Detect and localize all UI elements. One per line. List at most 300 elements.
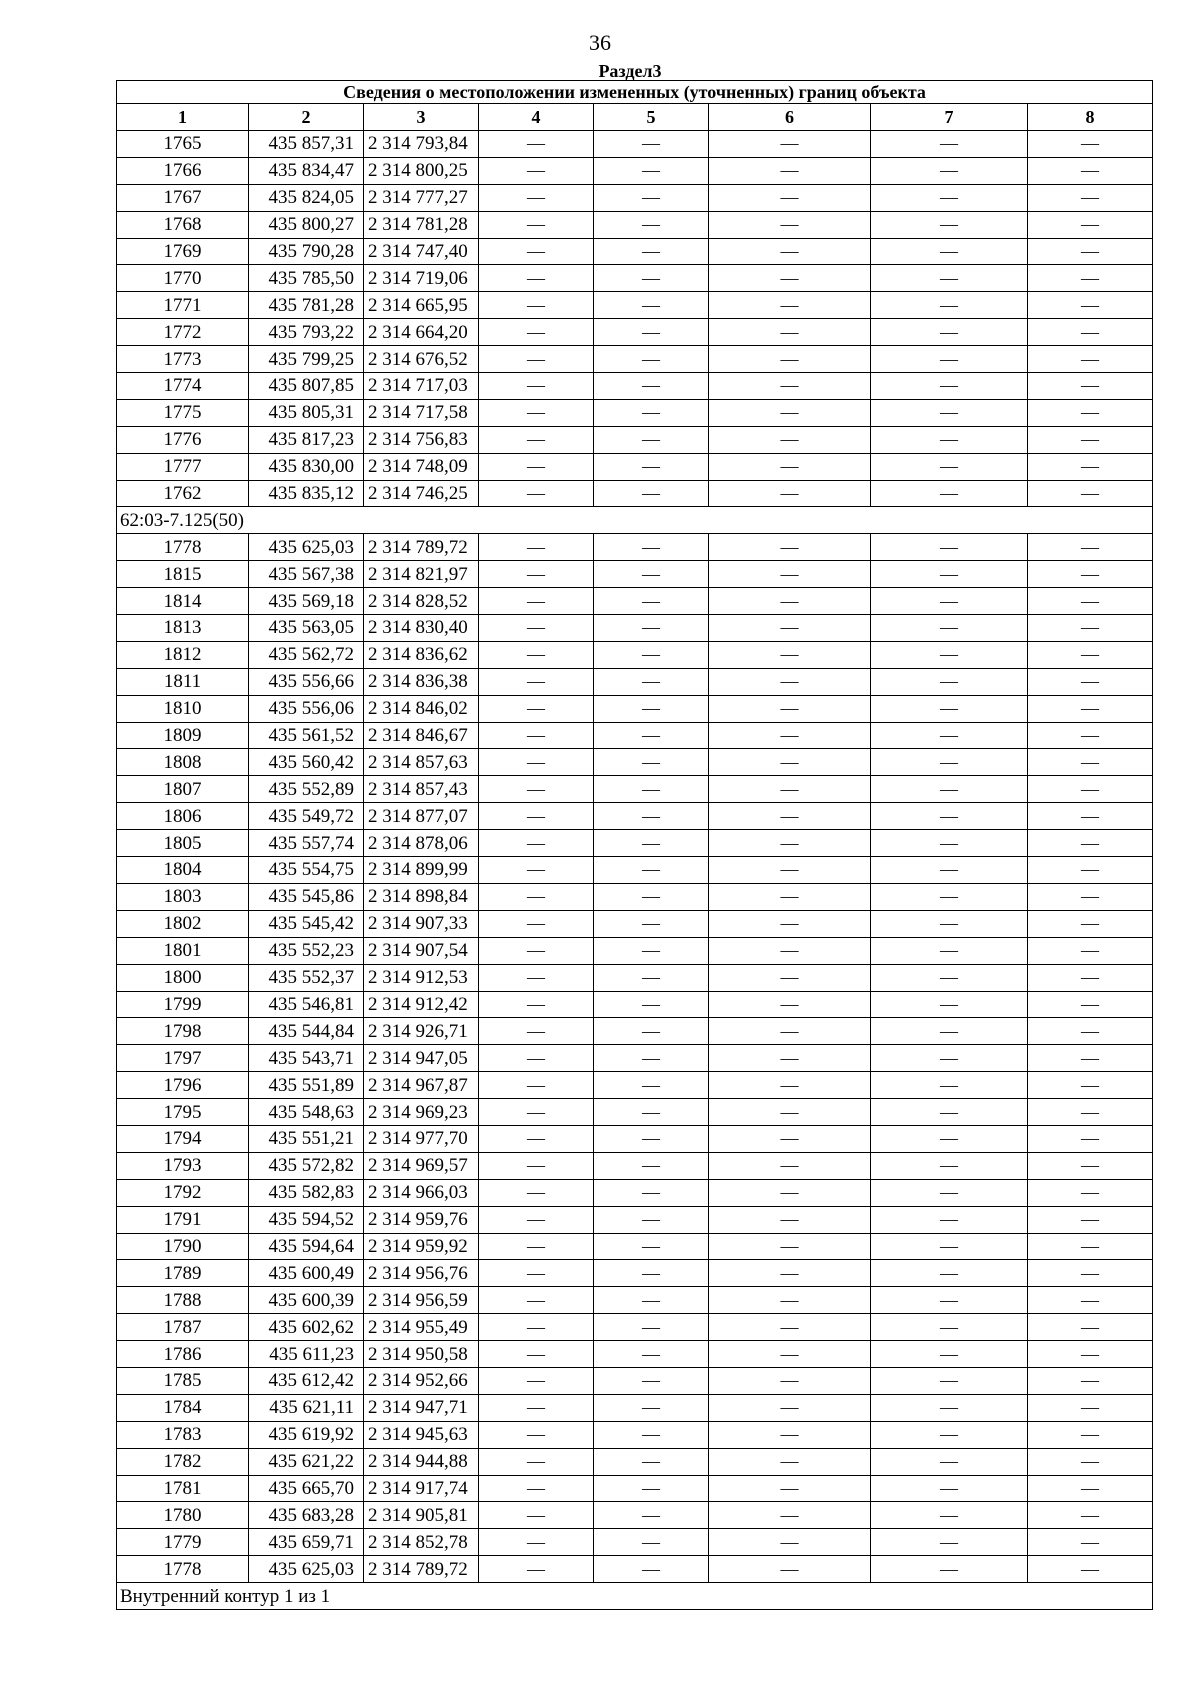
empty-cell: — (594, 1314, 709, 1341)
coord-y: 2 314 748,09 (364, 453, 479, 480)
empty-cell: — (479, 857, 594, 884)
empty-cell: — (709, 1125, 871, 1152)
empty-cell: — (871, 1233, 1028, 1260)
empty-cell: — (871, 238, 1028, 265)
empty-cell: — (709, 1260, 871, 1287)
table-row (117, 910, 1153, 937)
empty-cell: — (871, 937, 1028, 964)
coord-y: 2 314 665,95 (364, 292, 479, 319)
table-row (117, 1556, 1153, 1583)
table-row (117, 1206, 1153, 1233)
empty-cell: — (1028, 399, 1153, 426)
table-row (117, 1260, 1153, 1287)
empty-cell: — (709, 157, 871, 184)
point-number: 1799 (117, 991, 249, 1018)
empty-cell: — (594, 722, 709, 749)
empty-cell: — (594, 1125, 709, 1152)
empty-cell: — (871, 184, 1028, 211)
empty-cell: — (871, 399, 1028, 426)
point-number: 1768 (117, 211, 249, 238)
coord-y: 2 314 950,58 (364, 1341, 479, 1368)
empty-cell: — (871, 346, 1028, 373)
point-number: 1775 (117, 399, 249, 426)
point-number: 1780 (117, 1502, 249, 1529)
empty-cell: — (1028, 480, 1153, 507)
empty-cell: — (1028, 830, 1153, 857)
table-row (117, 131, 1153, 158)
coord-y: 2 314 846,67 (364, 722, 479, 749)
coord-x: 435 543,71 (249, 1045, 364, 1072)
coord-y: 2 314 746,25 (364, 480, 479, 507)
coord-x: 435 857,31 (249, 131, 364, 158)
point-number: 1778 (117, 534, 249, 561)
empty-cell: — (709, 1018, 871, 1045)
point-number: 1778 (117, 1556, 249, 1583)
empty-cell: — (709, 319, 871, 346)
empty-cell: — (709, 184, 871, 211)
point-number: 1796 (117, 1072, 249, 1099)
empty-cell: — (479, 480, 594, 507)
empty-cell: — (709, 1179, 871, 1206)
empty-cell: — (594, 1072, 709, 1099)
empty-cell: — (1028, 588, 1153, 615)
coord-x: 435 552,89 (249, 776, 364, 803)
empty-cell: — (709, 211, 871, 238)
table-row (117, 830, 1153, 857)
empty-cell: — (1028, 1394, 1153, 1421)
empty-cell: — (479, 615, 594, 642)
empty-cell: — (709, 615, 871, 642)
empty-cell: — (479, 1287, 594, 1314)
empty-cell: — (871, 695, 1028, 722)
empty-cell: — (479, 695, 594, 722)
empty-cell: — (594, 937, 709, 964)
empty-cell: — (1028, 991, 1153, 1018)
point-number: 1811 (117, 668, 249, 695)
empty-cell: — (1028, 346, 1153, 373)
coord-x: 435 830,00 (249, 453, 364, 480)
empty-cell: — (594, 1233, 709, 1260)
point-number: 1802 (117, 910, 249, 937)
coord-y: 2 314 747,40 (364, 238, 479, 265)
coord-y: 2 314 800,25 (364, 157, 479, 184)
coord-x: 435 572,82 (249, 1152, 364, 1179)
table-row (117, 346, 1153, 373)
table-row (117, 668, 1153, 695)
empty-cell: — (709, 910, 871, 937)
table-row (117, 1018, 1153, 1045)
coord-x: 435 790,28 (249, 238, 364, 265)
empty-cell: — (594, 426, 709, 453)
coord-x: 435 594,64 (249, 1233, 364, 1260)
empty-cell: — (1028, 1475, 1153, 1502)
empty-cell: — (709, 534, 871, 561)
empty-cell: — (1028, 1099, 1153, 1126)
empty-cell: — (1028, 534, 1153, 561)
coord-x: 435 611,23 (249, 1341, 364, 1368)
table-row (117, 803, 1153, 830)
empty-cell: — (479, 1260, 594, 1287)
table-row (117, 157, 1153, 184)
coord-y: 2 314 956,59 (364, 1287, 479, 1314)
column-header: 8 (1028, 104, 1153, 131)
empty-cell: — (1028, 1556, 1153, 1583)
empty-cell: — (594, 1394, 709, 1421)
point-number: 1793 (117, 1152, 249, 1179)
empty-cell: — (871, 373, 1028, 400)
coord-y: 2 314 944,88 (364, 1448, 479, 1475)
coord-x: 435 785,50 (249, 265, 364, 292)
coord-y: 2 314 926,71 (364, 1018, 479, 1045)
empty-cell: — (1028, 157, 1153, 184)
empty-cell: — (709, 830, 871, 857)
point-number: 1804 (117, 857, 249, 884)
coord-x: 435 625,03 (249, 1556, 364, 1583)
empty-cell: — (871, 1152, 1028, 1179)
empty-cell: — (479, 749, 594, 776)
coord-y: 2 314 756,83 (364, 426, 479, 453)
coord-y: 2 314 878,06 (364, 830, 479, 857)
empty-cell: — (1028, 1179, 1153, 1206)
table-body (117, 131, 1153, 1583)
empty-cell: — (709, 561, 871, 588)
table-row (117, 1287, 1153, 1314)
empty-cell: — (594, 615, 709, 642)
coord-x: 435 556,66 (249, 668, 364, 695)
table-row (117, 883, 1153, 910)
empty-cell: — (1028, 426, 1153, 453)
point-number: 1806 (117, 803, 249, 830)
empty-cell: — (594, 803, 709, 830)
empty-cell: — (479, 131, 594, 158)
column-header: 4 (479, 104, 594, 131)
coord-x: 435 546,81 (249, 991, 364, 1018)
empty-cell: — (871, 426, 1028, 453)
empty-cell: — (871, 1529, 1028, 1556)
empty-cell: — (709, 1233, 871, 1260)
empty-cell: — (1028, 211, 1153, 238)
empty-cell: — (709, 776, 871, 803)
point-number: 1782 (117, 1448, 249, 1475)
table-row (117, 615, 1153, 642)
empty-cell: — (479, 1367, 594, 1394)
empty-cell: — (871, 1556, 1028, 1583)
coord-x: 435 602,62 (249, 1314, 364, 1341)
empty-cell: — (479, 1475, 594, 1502)
empty-cell: — (709, 1556, 871, 1583)
empty-cell: — (479, 426, 594, 453)
empty-cell: — (594, 991, 709, 1018)
coord-x: 435 600,49 (249, 1260, 364, 1287)
coord-x: 435 824,05 (249, 184, 364, 211)
coord-y: 2 314 719,06 (364, 265, 479, 292)
coord-x: 435 569,18 (249, 588, 364, 615)
empty-cell: — (594, 1341, 709, 1368)
empty-cell: — (709, 1421, 871, 1448)
coord-y: 2 314 907,54 (364, 937, 479, 964)
point-number: 1766 (117, 157, 249, 184)
empty-cell: — (594, 1529, 709, 1556)
coord-y: 2 314 977,70 (364, 1125, 479, 1152)
empty-cell: — (871, 1125, 1028, 1152)
empty-cell: — (479, 265, 594, 292)
point-number: 1786 (117, 1341, 249, 1368)
empty-cell: — (871, 883, 1028, 910)
table-caption: Сведения о местоположении измененных (уточненных) границ объекта (117, 81, 1153, 104)
coord-y: 2 314 789,72 (364, 534, 479, 561)
coord-y: 2 314 789,72 (364, 1556, 479, 1583)
empty-cell: — (479, 830, 594, 857)
empty-cell: — (871, 1475, 1028, 1502)
coord-y: 2 314 846,02 (364, 695, 479, 722)
empty-cell: — (479, 722, 594, 749)
table-row (117, 1233, 1153, 1260)
group-row (117, 507, 1153, 534)
point-number: 1790 (117, 1233, 249, 1260)
empty-cell: — (709, 668, 871, 695)
coord-x: 435 683,28 (249, 1502, 364, 1529)
coord-y: 2 314 857,43 (364, 776, 479, 803)
empty-cell: — (871, 1421, 1028, 1448)
coord-x: 435 793,22 (249, 319, 364, 346)
empty-cell: — (871, 803, 1028, 830)
empty-cell: — (479, 964, 594, 991)
empty-cell: — (871, 1341, 1028, 1368)
coord-x: 435 548,63 (249, 1099, 364, 1126)
coord-x: 435 600,39 (249, 1287, 364, 1314)
table-row (117, 1314, 1153, 1341)
table-row (117, 749, 1153, 776)
coord-x: 435 551,89 (249, 1072, 364, 1099)
coord-y: 2 314 836,38 (364, 668, 479, 695)
empty-cell: — (709, 1152, 871, 1179)
point-number: 1807 (117, 776, 249, 803)
empty-cell: — (709, 346, 871, 373)
empty-cell: — (479, 776, 594, 803)
empty-cell: — (479, 1341, 594, 1368)
table-row (117, 588, 1153, 615)
coord-y: 2 314 781,28 (364, 211, 479, 238)
empty-cell: — (594, 1018, 709, 1045)
empty-cell: — (709, 803, 871, 830)
point-number: 1784 (117, 1394, 249, 1421)
table-row (117, 857, 1153, 884)
point-number: 1797 (117, 1045, 249, 1072)
empty-cell: — (594, 561, 709, 588)
coord-x: 435 545,42 (249, 910, 364, 937)
table-row (117, 1529, 1153, 1556)
empty-cell: — (479, 803, 594, 830)
empty-cell: — (871, 749, 1028, 776)
coord-x: 435 567,38 (249, 561, 364, 588)
point-number: 1783 (117, 1421, 249, 1448)
empty-cell: — (594, 668, 709, 695)
coord-x: 435 557,74 (249, 830, 364, 857)
empty-cell: — (709, 1314, 871, 1341)
coord-y: 2 314 777,27 (364, 184, 479, 211)
coord-x: 435 554,75 (249, 857, 364, 884)
empty-cell: — (871, 1367, 1028, 1394)
point-number: 1792 (117, 1179, 249, 1206)
coord-x: 435 552,37 (249, 964, 364, 991)
point-number: 1788 (117, 1287, 249, 1314)
coord-y: 2 314 956,76 (364, 1260, 479, 1287)
empty-cell: — (479, 1394, 594, 1421)
coord-x: 435 582,83 (249, 1179, 364, 1206)
empty-cell: — (479, 1314, 594, 1341)
point-number: 1765 (117, 131, 249, 158)
table-row (117, 695, 1153, 722)
empty-cell: — (594, 184, 709, 211)
empty-cell: — (594, 1287, 709, 1314)
empty-cell: — (594, 1448, 709, 1475)
empty-cell: — (871, 157, 1028, 184)
empty-cell: — (871, 292, 1028, 319)
empty-cell: — (1028, 1206, 1153, 1233)
coord-x: 435 799,25 (249, 346, 364, 373)
empty-cell: — (1028, 722, 1153, 749)
coord-y: 2 314 717,58 (364, 399, 479, 426)
empty-cell: — (594, 1260, 709, 1287)
coord-y: 2 314 959,76 (364, 1206, 479, 1233)
empty-cell: — (1028, 1072, 1153, 1099)
empty-cell: — (871, 1394, 1028, 1421)
point-number: 1767 (117, 184, 249, 211)
table-row (117, 534, 1153, 561)
empty-cell: — (479, 1233, 594, 1260)
empty-cell: — (871, 991, 1028, 1018)
empty-cell: — (479, 346, 594, 373)
empty-cell: — (479, 319, 594, 346)
coord-x: 435 659,71 (249, 1529, 364, 1556)
coord-y: 2 314 966,03 (364, 1179, 479, 1206)
empty-cell: — (709, 373, 871, 400)
empty-cell: — (709, 722, 871, 749)
point-number: 1803 (117, 883, 249, 910)
coord-x: 435 834,47 (249, 157, 364, 184)
empty-cell: — (594, 776, 709, 803)
empty-cell: — (709, 1099, 871, 1126)
table-row (117, 319, 1153, 346)
empty-cell: — (709, 1529, 871, 1556)
empty-cell: — (1028, 1367, 1153, 1394)
empty-cell: — (594, 588, 709, 615)
table-row (117, 1045, 1153, 1072)
coordinates-table (116, 80, 1153, 1610)
point-number: 1771 (117, 292, 249, 319)
coord-y: 2 314 969,57 (364, 1152, 479, 1179)
point-number: 1809 (117, 722, 249, 749)
empty-cell: — (709, 1341, 871, 1368)
empty-cell: — (479, 1206, 594, 1233)
table-row (117, 238, 1153, 265)
empty-cell: — (594, 480, 709, 507)
coord-x: 435 665,70 (249, 1475, 364, 1502)
empty-cell: — (709, 1206, 871, 1233)
point-number: 1801 (117, 937, 249, 964)
point-number: 1781 (117, 1475, 249, 1502)
empty-cell: — (479, 910, 594, 937)
table-row (117, 1448, 1153, 1475)
empty-cell: — (709, 265, 871, 292)
coord-y: 2 314 952,66 (364, 1367, 479, 1394)
point-number: 1770 (117, 265, 249, 292)
empty-cell: — (594, 373, 709, 400)
empty-cell: — (871, 722, 1028, 749)
table-row (117, 937, 1153, 964)
table-row (117, 211, 1153, 238)
point-number: 1787 (117, 1314, 249, 1341)
empty-cell: — (709, 1045, 871, 1072)
point-number: 1808 (117, 749, 249, 776)
empty-cell: — (709, 749, 871, 776)
table-row (117, 641, 1153, 668)
empty-cell: — (479, 1152, 594, 1179)
empty-cell: — (479, 1556, 594, 1583)
coord-y: 2 314 967,87 (364, 1072, 479, 1099)
empty-cell: — (594, 292, 709, 319)
coord-y: 2 314 899,99 (364, 857, 479, 884)
table-row (117, 1125, 1153, 1152)
empty-cell: — (479, 1099, 594, 1126)
empty-cell: — (479, 399, 594, 426)
table-row (117, 292, 1153, 319)
empty-cell: — (594, 883, 709, 910)
empty-cell: — (871, 588, 1028, 615)
empty-cell: — (709, 131, 871, 158)
coord-y: 2 314 676,52 (364, 346, 479, 373)
empty-cell: — (479, 883, 594, 910)
empty-cell: — (709, 695, 871, 722)
empty-cell: — (871, 1206, 1028, 1233)
coord-x: 435 551,21 (249, 1125, 364, 1152)
empty-cell: — (871, 1448, 1028, 1475)
coord-x: 435 817,23 (249, 426, 364, 453)
empty-cell: — (1028, 803, 1153, 830)
empty-cell: — (479, 588, 594, 615)
empty-cell: — (1028, 641, 1153, 668)
coord-x: 435 835,12 (249, 480, 364, 507)
coord-y: 2 314 912,53 (364, 964, 479, 991)
point-number: 1762 (117, 480, 249, 507)
empty-cell: — (1028, 131, 1153, 158)
empty-cell: — (1028, 1018, 1153, 1045)
empty-cell: — (709, 588, 871, 615)
table-row (117, 265, 1153, 292)
coord-x: 435 625,03 (249, 534, 364, 561)
empty-cell: — (594, 157, 709, 184)
empty-cell: — (479, 1072, 594, 1099)
empty-cell: — (594, 399, 709, 426)
point-number: 1812 (117, 641, 249, 668)
coord-x: 435 800,27 (249, 211, 364, 238)
point-number: 1810 (117, 695, 249, 722)
empty-cell: — (709, 238, 871, 265)
empty-cell: — (871, 1314, 1028, 1341)
empty-cell: — (1028, 1233, 1153, 1260)
coord-x: 435 807,85 (249, 373, 364, 400)
empty-cell: — (1028, 1421, 1153, 1448)
empty-cell: — (1028, 238, 1153, 265)
table-row (117, 453, 1153, 480)
empty-cell: — (709, 1448, 871, 1475)
coord-y: 2 314 877,07 (364, 803, 479, 830)
empty-cell: — (594, 695, 709, 722)
empty-cell: — (709, 991, 871, 1018)
empty-cell: — (594, 964, 709, 991)
empty-cell: — (594, 910, 709, 937)
empty-cell: — (871, 615, 1028, 642)
